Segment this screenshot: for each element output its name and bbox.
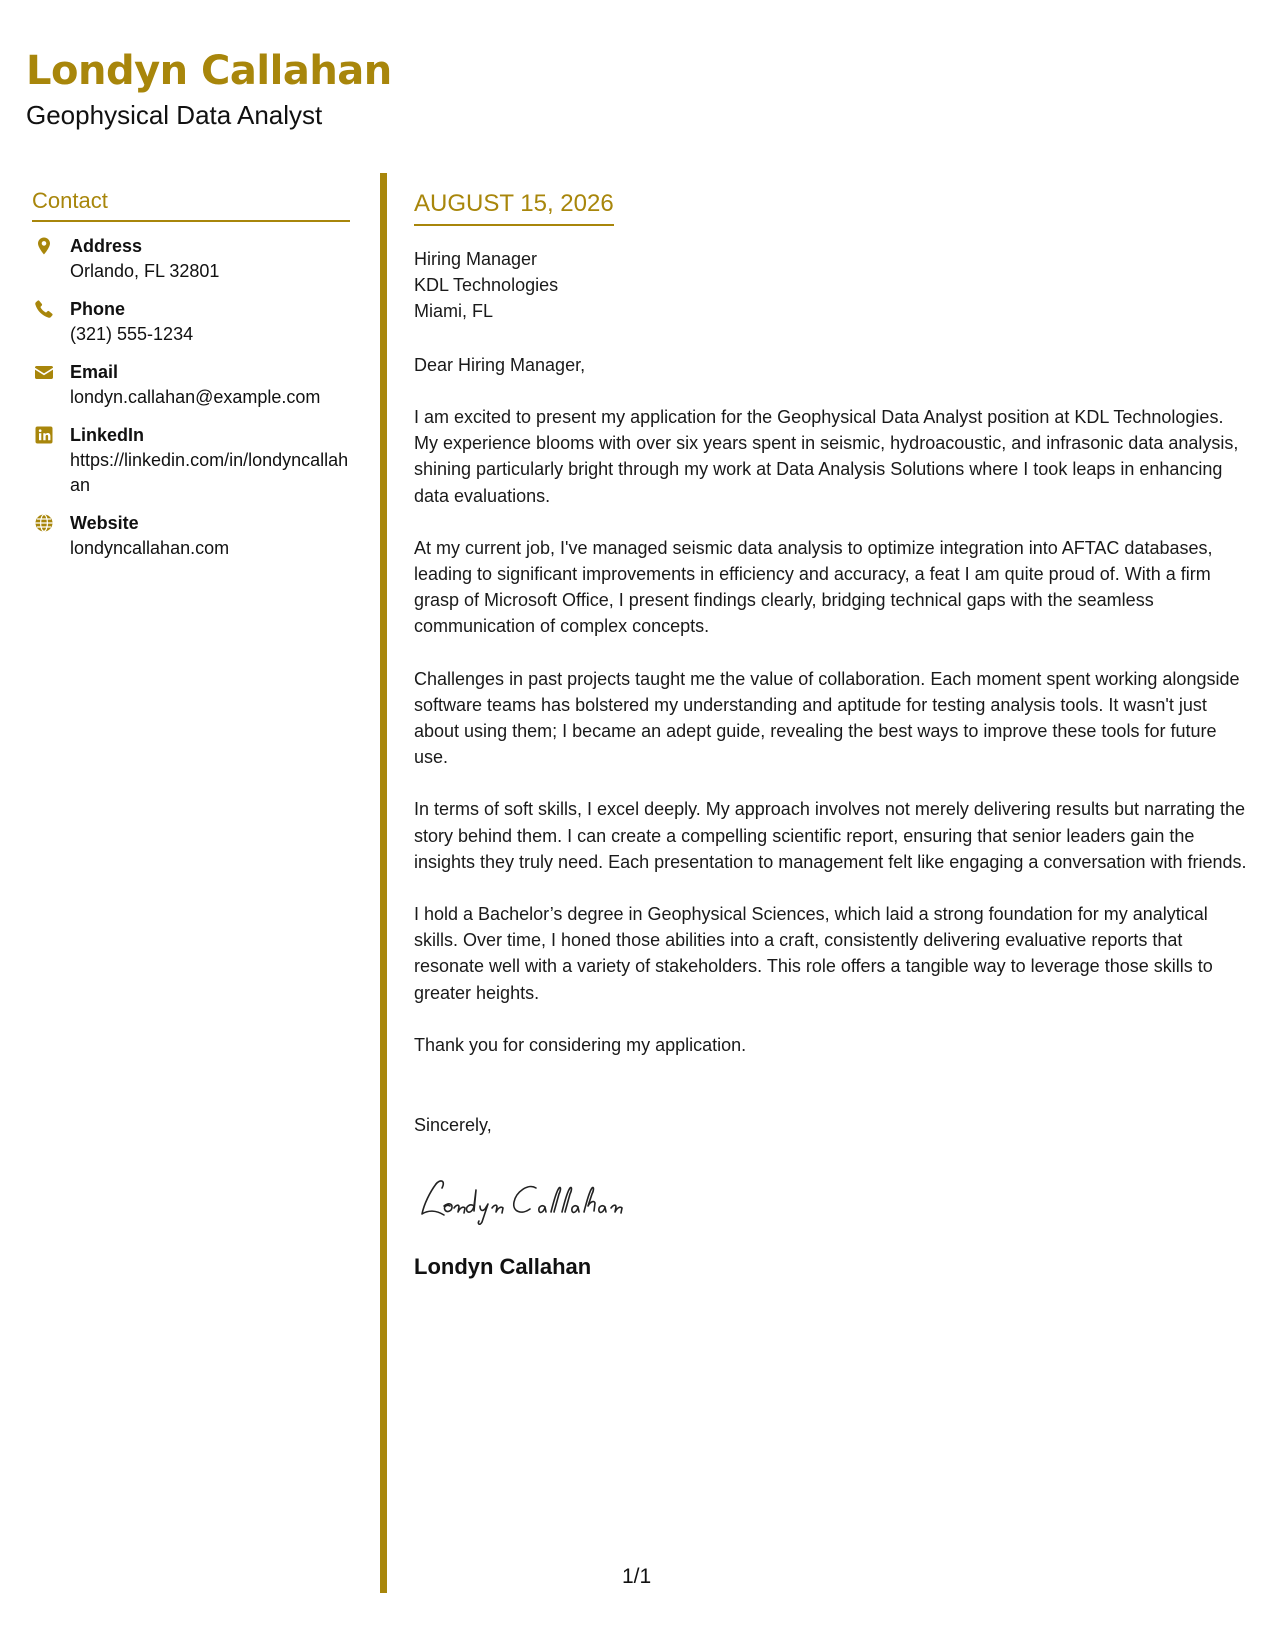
contact-list bbox=[32, 234, 350, 561]
contact-label-linkedin: LinkedIn bbox=[70, 425, 145, 445]
contact-label-email: Email bbox=[70, 362, 119, 382]
contact-label-phone: Phone bbox=[70, 299, 126, 319]
contact-item-address bbox=[32, 234, 350, 284]
letter-date: AUGUST 15, 2026 bbox=[414, 190, 614, 226]
page-number: 1/1 bbox=[622, 1565, 652, 1588]
applicant-job-title: Geophysical Data Analyst bbox=[26, 100, 323, 130]
paragraph-education: I hold a Bachelor’s degree in Geophysical Sciences, which laid a strong foundation for my analytical skills. Over time, I honed those abilities into a craft, consistently delivering evaluative reports that resonate well with a variety of stakeholders. This role offers a tangible way to leverage those skills to greater heights. bbox=[414, 904, 1213, 1003]
closing: Sincerely, bbox=[414, 1115, 492, 1136]
contact-item-website bbox=[32, 511, 350, 561]
paragraph-thanks: Thank you for considering my application. bbox=[414, 1034, 747, 1055]
signer-name: Londyn Callahan bbox=[414, 1254, 592, 1280]
handwritten-signature bbox=[414, 1172, 684, 1226]
phone-icon bbox=[34, 299, 54, 319]
recipient-location: Miami, FL bbox=[414, 301, 494, 321]
cover-letter-body bbox=[414, 190, 1249, 1280]
contact-value-email: londyn.callahan@example.com bbox=[70, 387, 321, 407]
contact-heading: Contact bbox=[32, 188, 350, 222]
contact-item-linkedin bbox=[32, 423, 350, 498]
applicant-name: Londyn Callahan bbox=[26, 48, 392, 94]
contact-value-phone: (321) 555-1234 bbox=[70, 324, 194, 344]
contact-value-address: Orlando, FL 32801 bbox=[70, 261, 220, 281]
globe-icon bbox=[34, 513, 54, 533]
envelope-icon bbox=[34, 362, 54, 382]
paragraph-current-job: At my current job, I've managed seismic data analysis to optimize integration into AFTAC databases, leading to significant improvements in efficiency and accuracy, a feat I am quite proud of. With a firm grasp of Microsoft Office, I present findings clearly, bridging technical gaps with the seamless communication of complex concepts. bbox=[414, 537, 1213, 637]
paragraph-soft-skills: In terms of soft skills, I excel deeply. My approach involves not merely delivering results but narrating the story behind them. I can create a compelling scientific report, ensuring that senior leaders gain the insights they truly need. Each presentation to management felt like engaging a conversation with friends. bbox=[414, 799, 1247, 872]
linkedin-icon bbox=[34, 425, 54, 445]
contact-item-email bbox=[32, 360, 350, 410]
recipient-block bbox=[414, 246, 1249, 324]
map-pin-icon bbox=[34, 236, 54, 256]
contact-item-phone bbox=[32, 297, 350, 347]
recipient-name: Hiring Manager bbox=[414, 249, 538, 269]
salutation: Dear Hiring Manager, bbox=[414, 355, 586, 375]
paragraph-intro: I am excited to present my application for the Geophysical Data Analyst position at KDL Technologies. My experience blooms with over six years spent in seismic, hydroacoustic, and infrasonic data analysis, shining particularly bright through my work at Data Analysis Solutions where I took leaps in enhancing data evaluations. bbox=[414, 407, 1239, 506]
contact-sidebar bbox=[32, 188, 350, 574]
contact-label-website: Website bbox=[70, 513, 139, 533]
recipient-company: KDL Technologies bbox=[414, 275, 559, 295]
contact-value-linkedin[interactable]: https://linkedin.com/in/londyncallahan bbox=[70, 450, 349, 495]
contact-label-address: Address bbox=[70, 236, 143, 256]
paragraph-collaboration: Challenges in past projects taught me the value of collaboration. Each moment spent working alongside software teams has bolstered my understanding and aptitude for testing analysis tools. It wasn't just about using them; I became an adept guide, revealing the best ways to improve these tools for future use. bbox=[414, 668, 1240, 768]
contact-value-website[interactable]: londyncallahan.com bbox=[70, 538, 230, 558]
vertical-divider bbox=[380, 173, 387, 1593]
